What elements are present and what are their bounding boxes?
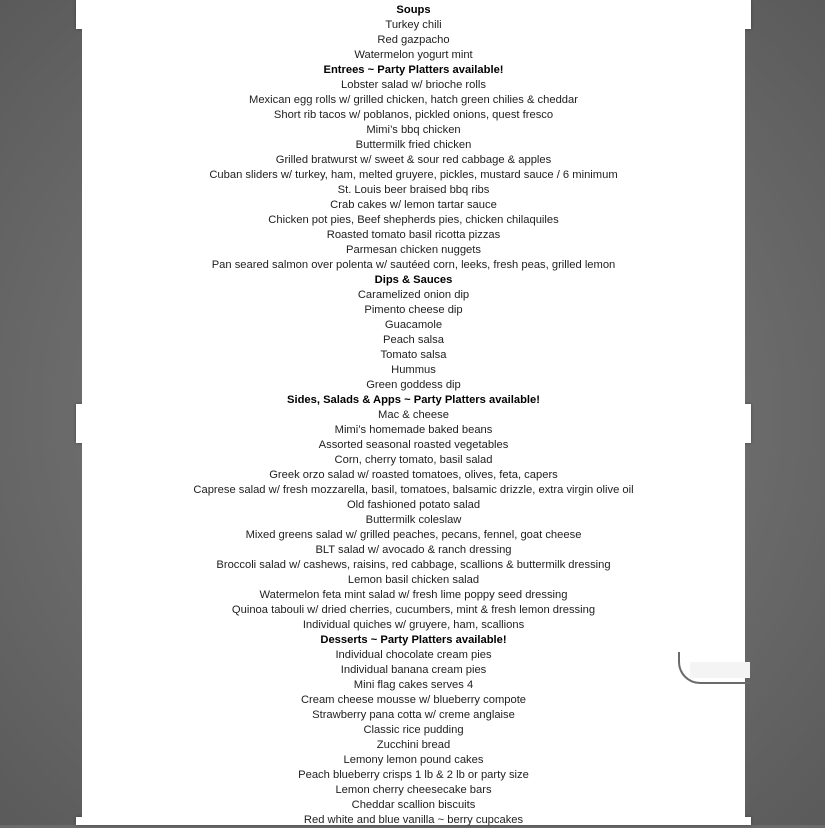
menu-item: Corn, cherry tomato, basil salad xyxy=(334,454,493,466)
menu-item: Red gazpacho xyxy=(377,34,450,46)
menu-item: Parmesan chicken nuggets xyxy=(346,244,481,256)
menu-item: Peach salsa xyxy=(383,334,444,346)
menu-item: Watermelon feta mint salad w/ fresh lime poppy seed dressing xyxy=(259,589,568,601)
menu-item: Individual banana cream pies xyxy=(340,664,487,676)
menu-item: Assorted seasonal roasted vegetables xyxy=(318,439,509,451)
menu-item: Broccoli salad w/ cashews, raisins, red cabbage, scallions & buttermilk dressing xyxy=(216,559,611,571)
page-curl-mark xyxy=(678,652,750,684)
menu-item: Individual quiches w/ gruyere, ham, scallions xyxy=(302,619,525,631)
menu-item: Pan seared salmon over polenta w/ sautéed corn, leeks, fresh peas, grilled lemon xyxy=(211,259,616,271)
menu-section-heading: Dips & Sauces xyxy=(374,274,453,286)
menu-item: Mimi’s homemade baked beans xyxy=(334,424,493,436)
menu-item: Mac & cheese xyxy=(378,409,449,421)
menu-item: Turkey chili xyxy=(385,19,442,31)
menu-item: Roasted tomato basil ricotta pizzas xyxy=(326,229,501,241)
document-page[interactable] xyxy=(82,0,745,825)
menu-item: Grilled bratwurst w/ sweet & sour red cabbage & apples xyxy=(275,154,552,166)
menu-item: Classic rice pudding xyxy=(363,724,464,736)
menu-item: Lemon cherry cheesecake bars xyxy=(335,784,492,796)
menu-item: Individual chocolate cream pies xyxy=(335,649,492,661)
menu-item: Cream cheese mousse w/ blueberry compote xyxy=(300,694,527,706)
menu-item: Crab cakes w/ lemon tartar sauce xyxy=(330,199,497,211)
menu-item: Red white and blue vanilla ~ berry cupcakes xyxy=(303,814,524,826)
menu-item: Lemon basil chicken salad xyxy=(347,574,480,586)
menu-item: Lobster salad w/ brioche rolls xyxy=(341,79,486,91)
menu-item: Mini flag cakes serves 4 xyxy=(353,679,474,691)
menu-item: Mexican egg rolls w/ grilled chicken, hatch green chilies & cheddar xyxy=(249,94,578,106)
menu-item: Chicken pot pies, Beef shepherds pies, chicken chilaquiles xyxy=(268,214,559,226)
menu-item: Watermelon yogurt mint xyxy=(354,49,473,61)
menu-section-heading: Soups xyxy=(396,4,431,16)
menu-text xyxy=(82,3,745,828)
menu-item: Caramelized onion dip xyxy=(357,289,470,301)
menu-item: Lemony lemon pound cakes xyxy=(343,754,484,766)
menu-item: Tomato salsa xyxy=(380,349,447,361)
menu-item: Short rib tacos w/ poblanos, pickled onions, quest fresco xyxy=(273,109,554,121)
menu-item: BLT salad w/ avocado & ranch dressing xyxy=(315,544,512,556)
menu-item: Buttermilk coleslaw xyxy=(365,514,462,526)
menu-item: Green goddess dip xyxy=(366,379,461,391)
menu-section-heading: Desserts ~ Party Platters available! xyxy=(320,634,507,646)
menu-item: Mixed greens salad w/ grilled peaches, pecans, fennel, goat cheese xyxy=(245,529,582,541)
menu-item: Caprese salad w/ fresh mozzarella, basil, tomatoes, balsamic drizzle, extra virgin olive oil xyxy=(193,484,634,496)
menu-item: Peach blueberry crisps 1 lb & 2 lb or party size xyxy=(298,769,529,781)
menu-item: Buttermilk fried chicken xyxy=(355,139,472,151)
menu-section-heading: Entrees ~ Party Platters available! xyxy=(323,64,504,76)
menu-section-heading: Sides, Salads & Apps ~ Party Platters available! xyxy=(287,394,540,406)
menu-item: St. Louis beer braised bbq ribs xyxy=(337,184,490,196)
menu-item: Greek orzo salad w/ roasted tomatoes, olives, feta, capers xyxy=(269,469,558,481)
menu-item: Hummus xyxy=(391,364,436,376)
menu-item: Cuban sliders w/ turkey, ham, melted gruyere, pickles, mustard sauce / 6 minimum xyxy=(209,169,618,181)
menu-item: Quinoa tabouli w/ dried cherries, cucumbers, mint & fresh lemon dressing xyxy=(231,604,596,616)
menu-item: Old fashioned potato salad xyxy=(346,499,481,511)
menu-item: Mimi’s bbq chicken xyxy=(366,124,461,136)
menu-item: Pimento cheese dip xyxy=(364,304,463,316)
menu-item: Cheddar scallion biscuits xyxy=(351,799,476,811)
menu-item: Zucchini bread xyxy=(376,739,451,751)
menu-item: Strawberry pana cotta w/ creme anglaise xyxy=(312,709,515,721)
menu-item: Guacamole xyxy=(384,319,443,331)
